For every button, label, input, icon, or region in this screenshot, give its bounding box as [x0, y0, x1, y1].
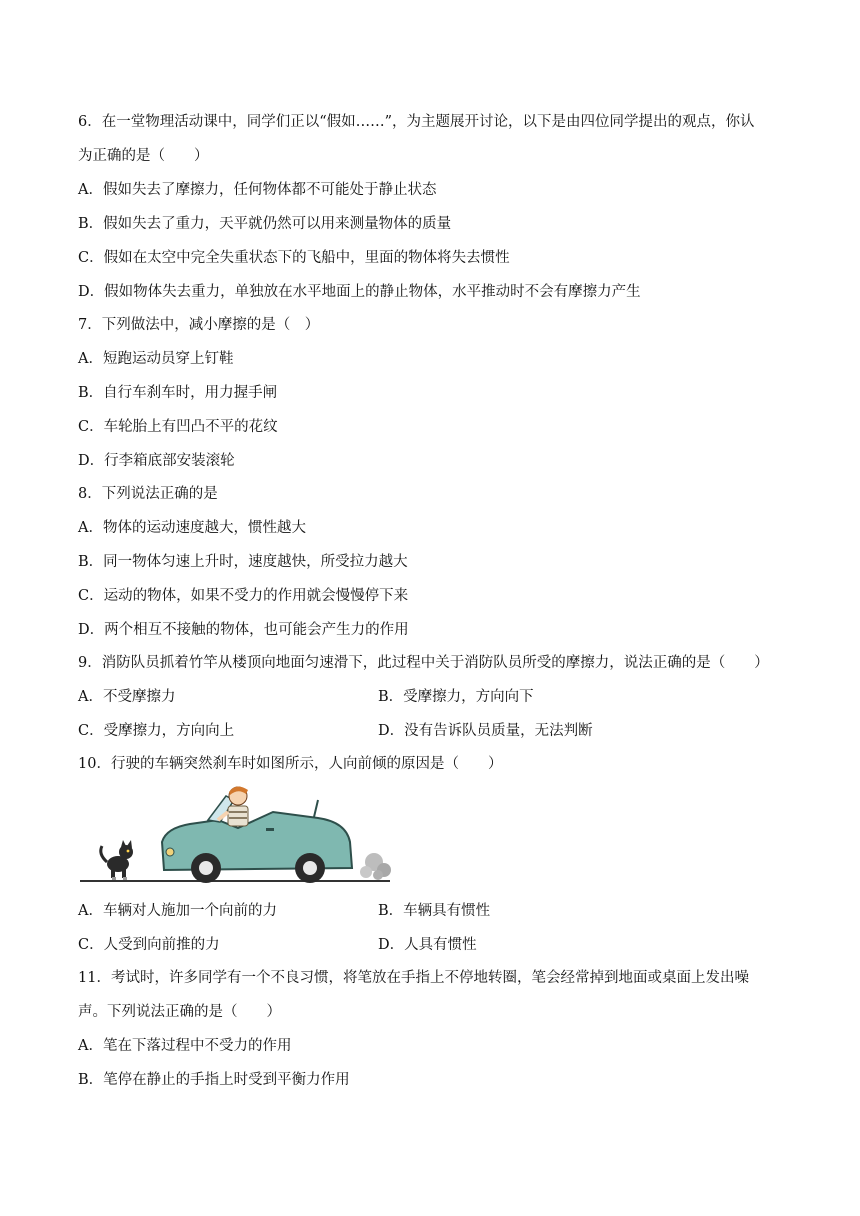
- q10-option-c: C．人受到向前推的力: [78, 937, 220, 953]
- q9-option-d: D．没有告诉队员质量，无法判断: [378, 723, 593, 739]
- braking-car-figure: [78, 782, 398, 886]
- q10-stem: 10．行驶的车辆突然刹车时如图所示，人向前倾的原因是（ ）: [78, 756, 503, 772]
- q8-option-a: A．物体的运动速度越大，惯性越大: [78, 520, 306, 536]
- q9-stem: 9．消防队员抓着竹竿从楼顶向地面匀速滑下，此过程中关于消防队员所受的摩擦力，说法正确的是（ ）: [78, 655, 769, 671]
- q8-stem: 8．下列说法正确的是: [78, 486, 218, 502]
- q8-option-d: D．两个相互不接触的物体，也可能会产生力的作用: [78, 622, 409, 638]
- q10-option-a: A．车辆对人施加一个向前的力: [78, 903, 277, 919]
- front-wheel-icon: [191, 853, 221, 883]
- q8-option-b: B．同一物体匀速上升时，速度越快，所受拉力越大: [78, 554, 408, 570]
- q6-option-d: D．假如物体失去重力，单独放在水平地面上的静止物体，水平推动时不会有摩擦力产生: [78, 284, 641, 300]
- rear-wheel-icon: [295, 853, 325, 883]
- q6-option-c: C．假如在太空中完全失重状态下的飞船中，里面的物体将失去惯性: [78, 250, 510, 266]
- q6-stem-line1: 6．在一堂物理活动课中，同学们正以“假如……”，为主题展开讨论，以下是由四位同学提出的观点，你认: [78, 114, 755, 130]
- q11-stem-line2: 声。下列说法正确的是（ ）: [78, 1004, 281, 1020]
- q6-stem-line2: 为正确的是（ ）: [78, 148, 209, 164]
- q11-option-b: B．笔停在静止的手指上时受到平衡力作用: [78, 1072, 350, 1088]
- q8-option-c: C．运动的物体，如果不受力的作用就会慢慢停下来: [78, 588, 409, 604]
- q9-option-c: C．受摩擦力，方向向上: [78, 723, 235, 739]
- q11-option-a: A．笔在下落过程中不受力的作用: [78, 1038, 292, 1054]
- car-icon: [162, 796, 352, 870]
- q7-option-c: C．车轮胎上有凹凸不平的花纹: [78, 419, 278, 435]
- q10-option-d: D．人具有惯性: [378, 937, 477, 953]
- q9-option-a: A．不受摩擦力: [78, 689, 176, 705]
- cat-icon: [101, 840, 133, 880]
- q9-option-b: B．受摩擦力，方向向下: [378, 689, 534, 705]
- q7-stem: 7．下列做法中，减小摩擦的是（ ）: [78, 317, 320, 333]
- q10-option-b: B．车辆具有惯性: [378, 903, 491, 919]
- q6-option-b: B．假如失去了重力，天平就仍然可以用来测量物体的质量: [78, 216, 452, 232]
- q11-stem-line1: 11．考试时，许多同学有一个不良习惯，将笔放在手指上不停地转圈，笔会经常掉到地面或桌面上发出噪: [78, 970, 749, 986]
- q7-option-b: B．自行车刹车时，用力握手闸: [78, 385, 278, 401]
- q7-option-d: D．行李箱底部安装滚轮: [78, 453, 235, 469]
- dust-cloud-icon: [360, 853, 391, 880]
- q7-option-a: A．短跑运动员穿上钉鞋: [78, 351, 234, 367]
- q6-option-a: A．假如失去了摩擦力，任何物体都不可能处于静止状态: [78, 182, 437, 198]
